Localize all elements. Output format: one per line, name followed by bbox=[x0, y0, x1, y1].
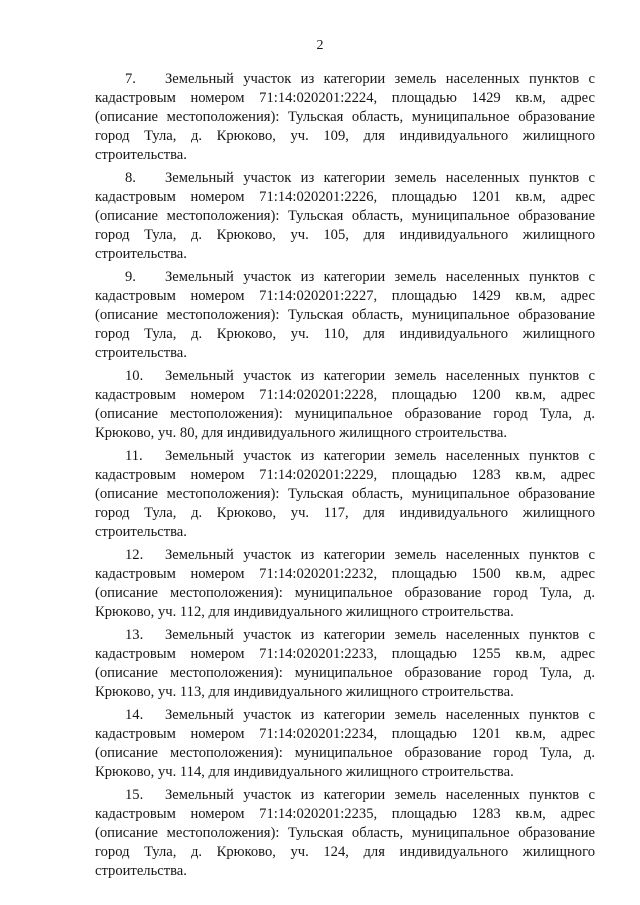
item-text: Земельный участок из категории земель населенных пунктов с кадастровым номером 71:14:020201:2227, площадью 1429 кв.м, адрес (описание местоположения): Тульская область, муниципальное образование город Тула, д. Крюково, уч. 110, для индивидуального жилищного строительства. bbox=[95, 269, 595, 361]
list-item bbox=[95, 169, 595, 264]
item-number: 10. bbox=[125, 368, 144, 384]
list-item bbox=[95, 706, 595, 782]
list-item bbox=[95, 447, 595, 542]
item-number: 12. bbox=[125, 547, 144, 563]
item-number: 9. bbox=[125, 269, 136, 285]
list-item bbox=[95, 367, 595, 443]
list-item bbox=[95, 626, 595, 702]
list-item bbox=[95, 70, 595, 165]
list-item bbox=[95, 268, 595, 363]
item-number: 7. bbox=[125, 71, 136, 87]
item-text: Земельный участок из категории земель населенных пунктов с кадастровым номером 71:14:020201:2224, площадью 1429 кв.м, адрес (описание местоположения): Тульская область, муниципальное образование город Тула, д. Крюково, уч. 109, для индивидуального жилищного строительства. bbox=[95, 71, 595, 163]
item-number: 8. bbox=[125, 170, 136, 186]
land-plot-list bbox=[95, 70, 595, 885]
item-number: 13. bbox=[125, 627, 144, 643]
item-number: 14. bbox=[125, 707, 144, 723]
item-text: Земельный участок из категории земель населенных пунктов с кадастровым номером 71:14:020201:2228, площадью 1200 кв.м, адрес (описание местоположения): муниципальное образование город Тула, д. Крюково, уч. 80, для индивидуального жилищного строительства. bbox=[95, 368, 595, 441]
item-text: Земельный участок из категории земель населенных пунктов с кадастровым номером 71:14:020201:2232, площадью 1500 кв.м, адрес (описание местоположения): муниципальное образование город Тула, д. Крюково, уч. 112, для индивидуального жилищного строительства. bbox=[95, 547, 595, 620]
page-number: 2 bbox=[316, 38, 324, 53]
item-text: Земельный участок из категории земель населенных пунктов с кадастровым номером 71:14:020201:2233, площадью 1255 кв.м, адрес (описание местоположения): муниципальное образование город Тула, д. Крюково, уч. 113, для индивидуального жилищного строительства. bbox=[95, 627, 595, 700]
item-number: 15. bbox=[125, 787, 144, 803]
item-text: Земельный участок из категории земель населенных пунктов с кадастровым номером 71:14:020201:2229, площадью 1283 кв.м, адрес (описание местоположения): Тульская область, муниципальное образование город Тула, д. Крюково, уч. 117, для индивидуального жилищного строительства. bbox=[95, 448, 595, 540]
item-text: Земельный участок из категории земель населенных пунктов с кадастровым номером 71:14:020201:2234, площадью 1201 кв.м, адрес (описание местоположения): муниципальное образование город Тула, д. Крюково, уч. 114, для индивидуального жилищного строительства. bbox=[95, 707, 595, 780]
item-number: 11. bbox=[125, 448, 143, 464]
list-item bbox=[95, 786, 595, 881]
list-item bbox=[95, 546, 595, 622]
item-text: Земельный участок из категории земель населенных пунктов с кадастровым номером 71:14:020201:2235, площадью 1283 кв.м, адрес (описание местоположения): Тульская область, муниципальное образование город Тула, д. Крюково, уч. 124, для индивидуального жилищного строительства. bbox=[95, 787, 595, 879]
item-text: Земельный участок из категории земель населенных пунктов с кадастровым номером 71:14:020201:2226, площадью 1201 кв.м, адрес (описание местоположения): Тульская область, муниципальное образование город Тула, д. Крюково, уч. 105, для индивидуального жилищного строительства. bbox=[95, 170, 595, 262]
